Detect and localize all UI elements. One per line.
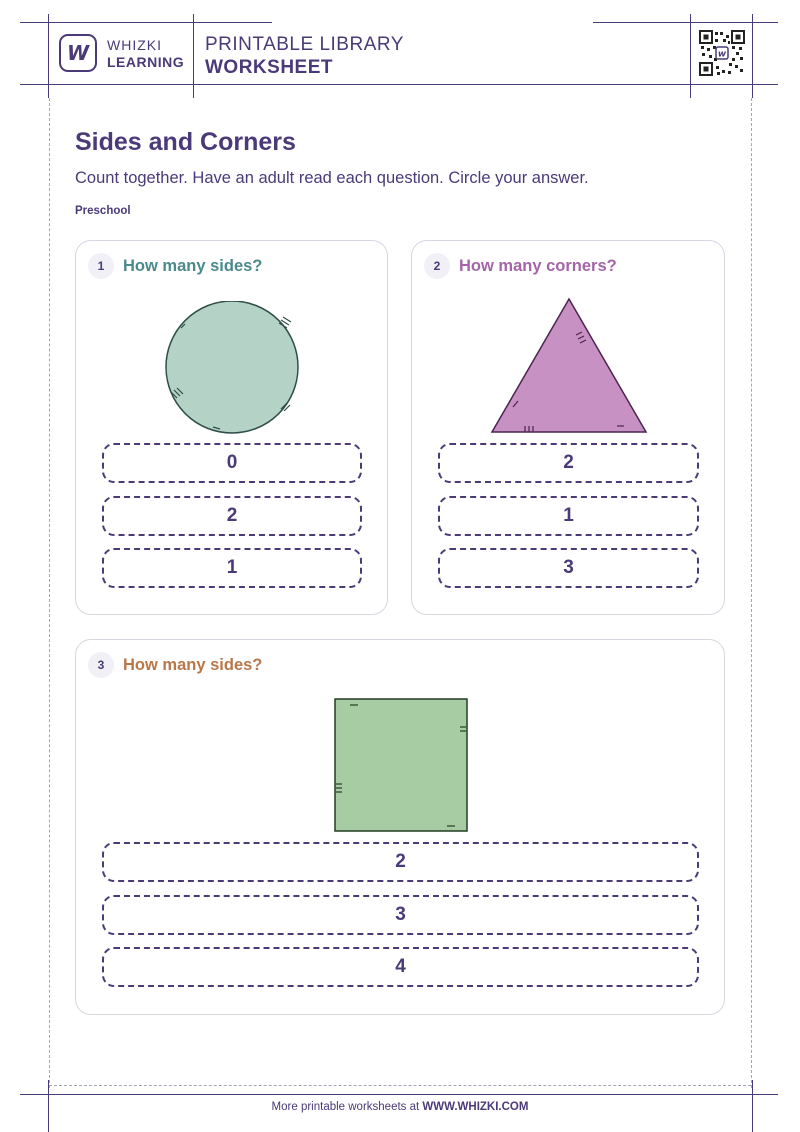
answer-option[interactable]: 3 (102, 895, 699, 935)
answer-option[interactable]: 3 (438, 548, 699, 588)
header-divider (193, 14, 194, 98)
footer-prefix: More printable worksheets at (271, 1101, 420, 1113)
question-number-badge: 1 (88, 253, 114, 279)
answer-option[interactable]: 2 (438, 443, 699, 483)
question-card-1 (75, 240, 388, 615)
qr-code-icon (699, 30, 745, 76)
answer-option[interactable]: 2 (102, 496, 362, 536)
logo-letter: W (66, 41, 90, 65)
header-top-rule-right (593, 22, 778, 23)
answer-option[interactable]: 1 (102, 548, 362, 588)
header-title-line1: PRINTABLE LIBRARY (205, 34, 404, 55)
triangle-icon (490, 297, 648, 435)
question-card-2 (411, 240, 725, 615)
page-border-right (751, 98, 752, 1088)
square-icon (333, 697, 469, 833)
footer-rule (20, 1094, 778, 1095)
answer-option[interactable]: 2 (102, 842, 699, 882)
worksheet-instructions: Count together. Have an adult read each question. Circle your answer. (75, 169, 589, 187)
question-number-badge: 3 (88, 652, 114, 678)
header-top-rule (20, 22, 272, 23)
circle-icon (163, 301, 303, 437)
page-border-left (49, 98, 50, 1088)
grade-level: Preschool (75, 205, 131, 217)
answer-option[interactable]: 1 (438, 496, 699, 536)
header-bottom-rule (20, 84, 778, 85)
worksheet-title: Sides and Corners (75, 128, 296, 156)
footer-text (0, 1101, 800, 1113)
question-prompt: How many corners? (459, 257, 617, 275)
footer-link[interactable]: WWW.WHIZKI.COM (422, 1101, 529, 1113)
header-right-rule-b (752, 14, 753, 98)
question-prompt: How many sides? (123, 257, 263, 275)
svg-text:w: w (717, 49, 727, 60)
question-number-badge: 2 (424, 253, 450, 279)
answer-option[interactable]: 4 (102, 947, 699, 987)
brand-name-bottom: LEARNING (107, 54, 185, 70)
header-right-rule-a (690, 14, 691, 98)
header-title-line2: WORKSHEET (205, 57, 333, 78)
header-left-rule (48, 14, 49, 98)
question-card-3 (75, 639, 725, 1015)
question-prompt: How many sides? (123, 656, 263, 674)
answer-option[interactable]: 0 (102, 443, 362, 483)
page-border-bottom (49, 1085, 751, 1086)
brand-name-top: WHIZKI (107, 37, 162, 53)
brand-logo (59, 34, 97, 72)
